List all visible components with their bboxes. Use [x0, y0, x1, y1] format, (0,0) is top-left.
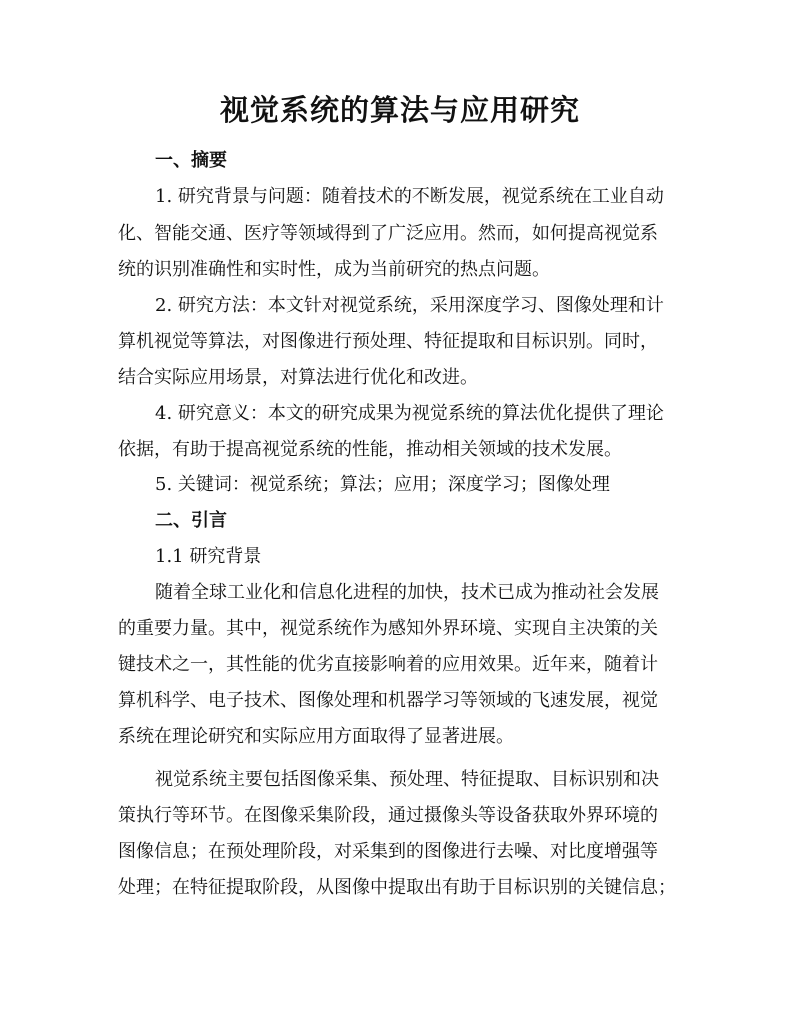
subheading-background: 1.1 研究背景 — [155, 546, 262, 567]
text-line: 随着全球工业化和信息化进程的加快，技术已成为推动社会发展 — [155, 582, 659, 603]
text-line: 2. 研究方法：本文针对视觉系统，采用深度学习、图像处理和计 — [155, 295, 664, 316]
text-line: 处理；在特征提取阶段，从图像中提取出有助于目标识别的关键信息； — [118, 877, 676, 898]
heading-abstract: 一、摘要 — [155, 150, 227, 171]
text-line: 4. 研究意义：本文的研究成果为视觉系统的算法优化提供了理论 — [155, 403, 664, 424]
text-line: 统的识别准确性和实时性，成为当前研究的热点问题。 — [118, 259, 550, 280]
text-line: 策执行等环节。在图像采集阶段，通过摄像头等设备获取外界环境的 — [118, 805, 658, 826]
document-title: 视觉系统的算法与应用研究 — [219, 93, 580, 127]
text-line: 系统在理论研究和实际应用方面取得了显著进展。 — [118, 726, 514, 747]
text-line: 算机视觉等算法，对图像进行预处理、特征提取和目标识别。同时， — [118, 331, 658, 352]
text-line: 图像信息；在预处理阶段，对采集到的图像进行去噪、对比度增强等 — [118, 841, 658, 862]
text-line: 结合实际应用场景，对算法进行优化和改进。 — [118, 367, 478, 388]
text-line: 的重要力量。其中，视觉系统作为感知外界环境、实现自主决策的关 — [118, 618, 658, 639]
text-line: 5. 关键词：视觉系统；算法；应用；深度学习；图像处理 — [155, 474, 610, 495]
text-line: 视觉系统主要包括图像采集、预处理、特征提取、目标识别和决 — [155, 769, 659, 790]
text-line: 依据，有助于提高视觉系统的性能，推动相关领域的技术发展。 — [118, 439, 622, 460]
text-line: 化、智能交通、医疗等领域得到了广泛应用。然而，如何提高视觉系 — [118, 223, 658, 244]
heading-introduction: 二、引言 — [155, 510, 227, 531]
text-line: 1. 研究背景与问题：随着技术的不断发展，视觉系统在工业自动 — [155, 186, 664, 207]
text-line: 键技术之一，其性能的优劣直接影响着的应用效果。近年来，随着计 — [118, 654, 658, 675]
text-line: 算机科学、电子技术、图像处理和机器学习等领域的飞速发展，视觉 — [118, 690, 658, 711]
